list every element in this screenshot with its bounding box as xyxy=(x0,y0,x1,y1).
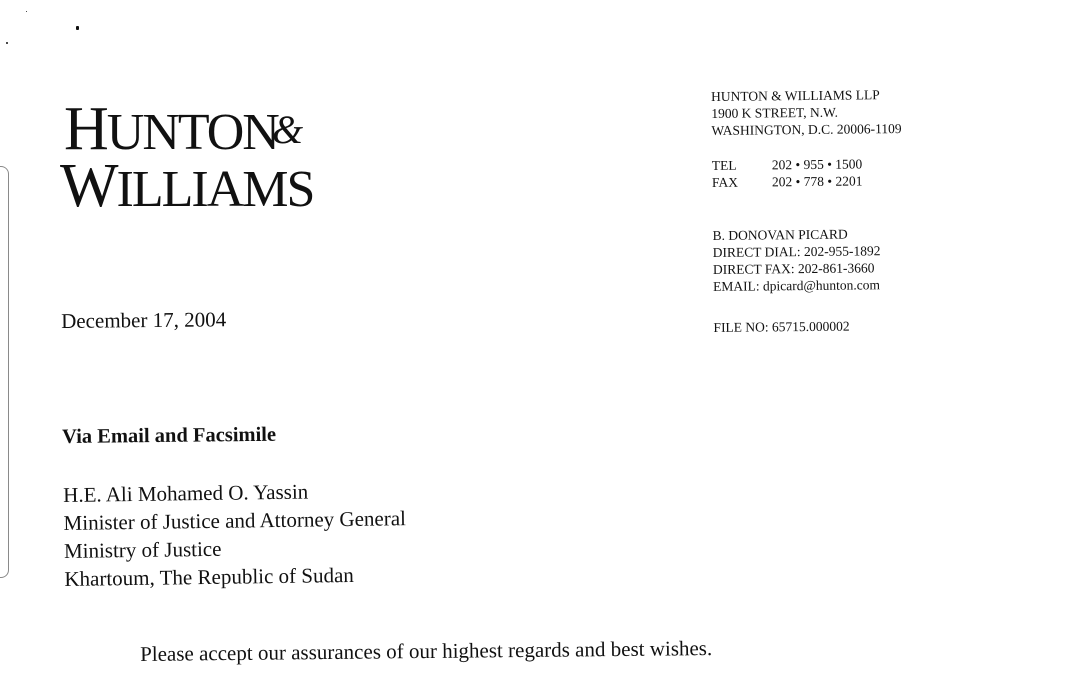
direct-fax: DIRECT FAX: 202-861-3660 xyxy=(712,260,875,277)
logo-williams-rest: ILLIAMS xyxy=(116,161,314,218)
tel-value: 202 • 955 • 1500 xyxy=(771,156,863,173)
scan-speck xyxy=(26,11,27,12)
email-line: EMAIL: dpicard@hunton.com xyxy=(713,277,881,294)
direct-dial: DIRECT DIAL: 202-955-1892 xyxy=(712,243,881,260)
letter-body: Please accept our assurances of our highest regards and best wishes. xyxy=(140,636,713,666)
fax-row xyxy=(712,172,902,191)
attorney-name: B. DONOVAN PICARD xyxy=(712,226,848,243)
fax-label: FAX xyxy=(711,174,739,190)
firm-logo xyxy=(60,95,330,228)
recipient-line: Khartoum, The Republic of Sudan xyxy=(64,562,354,591)
firm-street: 1900 K STREET, N.W. xyxy=(711,104,839,121)
logo-williams-initial: W xyxy=(60,152,117,220)
logo-ampersand: & xyxy=(272,107,304,152)
logo-hunton xyxy=(64,95,278,163)
fax-value: 202 • 778 • 2201 xyxy=(771,173,863,190)
recipient-address xyxy=(63,476,407,593)
scan-speck xyxy=(6,42,8,44)
recipient-line: Minister of Justice and Attorney General xyxy=(63,506,407,535)
firm-name: HUNTON & WILLIAMS LLP xyxy=(711,87,880,104)
scan-speck xyxy=(76,26,79,30)
recipient-line: Ministry of Justice xyxy=(63,536,222,563)
letterhead-contact-block xyxy=(711,86,904,336)
file-number: FILE NO: 65715.000002 xyxy=(713,318,850,335)
tel-label: TEL xyxy=(711,157,737,173)
logo-hunton-initial: H xyxy=(64,95,107,163)
tel-row xyxy=(712,155,902,174)
delivery-method: Via Email and Facsimile xyxy=(62,423,277,448)
recipient-line: H.E. Ali Mohamed O. Yassin xyxy=(63,479,309,507)
logo-hunton-rest: UNTON xyxy=(106,104,278,161)
scan-edge-mark xyxy=(0,166,9,578)
letter-date: December 17, 2004 xyxy=(61,307,227,333)
firm-city: WASHINGTON, D.C. 20006-1109 xyxy=(711,121,902,138)
logo-williams xyxy=(60,152,314,220)
